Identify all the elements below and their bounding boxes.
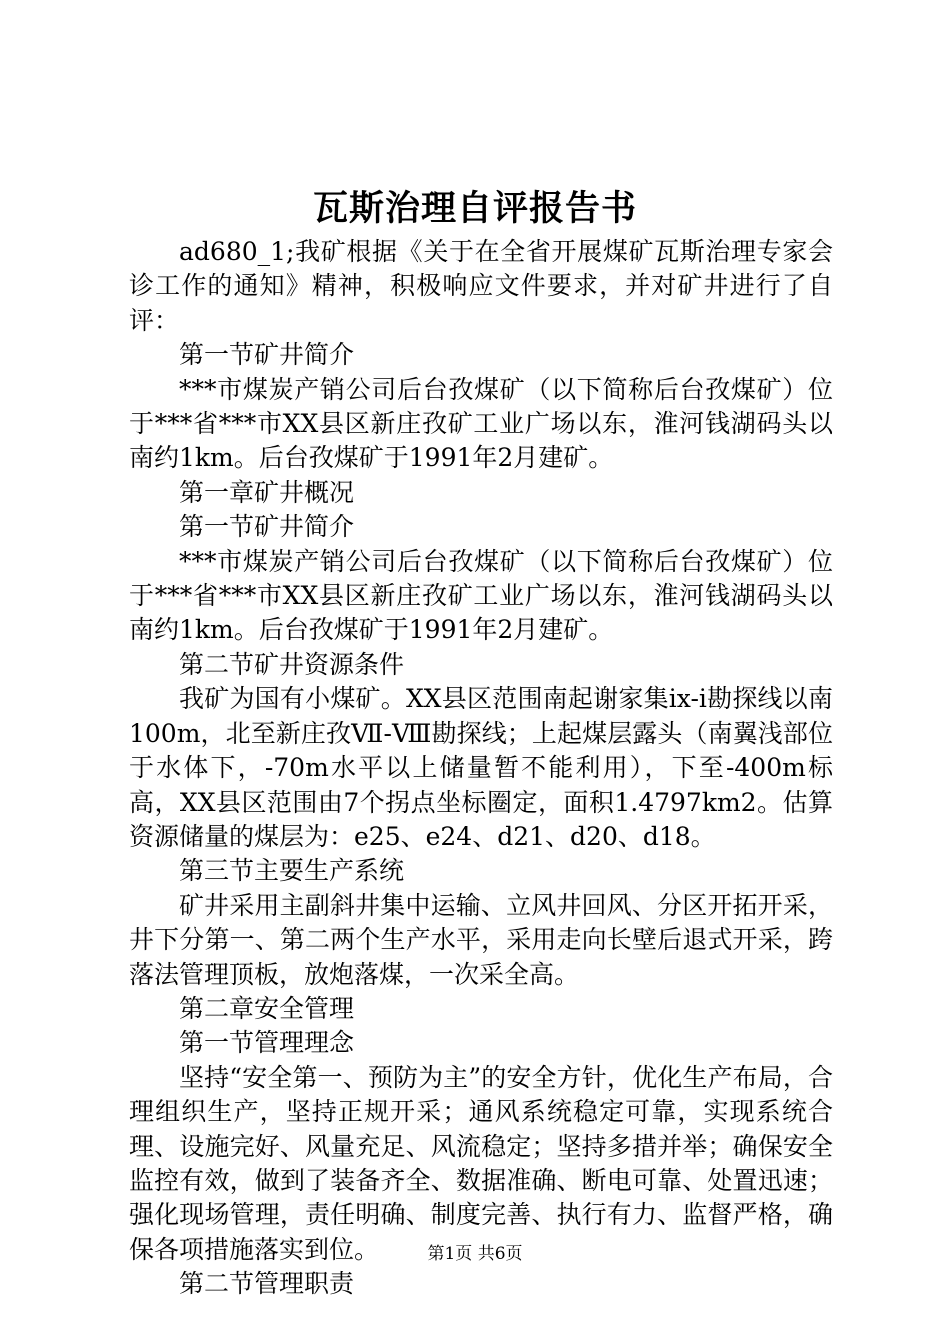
section-heading: 第二节管理职责	[179, 1269, 355, 1299]
section-heading: 第一节矿井简介	[179, 340, 355, 370]
page-footer: 第1页 共6页	[427, 1244, 523, 1264]
chapter-heading: 第二章安全管理	[179, 993, 355, 1023]
paragraph: 坚持“安全第一、预防为主”的安全方针，优化生产布局，合理组织生产，坚持正规开采；通风系统稳定可靠，实现系统合理、设施完好、风量充足、风流稳定；坚持多措并举；确保安全监控有效，做到了装备齐全、数据准确、断电可靠、处置迅速；强化现场管理，责任明确、制度完善、执行有力、监督严格，确保各项措施落实到位。	[129, 1062, 833, 1264]
paragraph: 我矿为国有小煤矿。XX县区范围南起谢家集ix-i勘探线以南100m，北至新庄孜Ⅶ-Ⅷ勘探线；上起煤层露头（南翼浅部位于水体下，-70m水平以上储量暂不能利用），下至-400m标高，XX县区范围由7个拐点坐标圈定，面积1.4797km2。估算资源储量的煤层为：e25、e24、d21、d20、d18。	[129, 684, 833, 851]
chapter-heading: 第一章矿井概况	[179, 477, 355, 507]
section-heading: 第二节矿井资源条件	[179, 649, 405, 679]
section-heading: 第一节管理理念	[179, 1028, 355, 1058]
paragraph: ***市煤炭产销公司后台孜煤矿（以下简称后台孜煤矿）位于***省***市XX县区新庄孜矿工业广场以东，淮河钱湖码头以南约1km。后台孜煤矿于1991年2月建矿。	[129, 546, 833, 645]
section-heading: 第三节主要生产系统	[179, 856, 405, 886]
paragraph: ***市煤炭产销公司后台孜煤矿（以下简称后台孜煤矿）位于***省***市XX县区新庄孜矿工业广场以东，淮河钱湖码头以南约1km。后台孜煤矿于1991年2月建矿。	[129, 374, 833, 473]
paragraph-intro: ad680_1;我矿根据《关于在全省开展煤矿瓦斯治理专家会诊工作的通知》精神，积极响应文件要求，并对矿井进行了自评：	[129, 237, 833, 335]
document-title: 瓦斯治理自评报告书	[312, 188, 637, 229]
document-body	[129, 235, 833, 1302]
section-heading: 第一节矿井简介	[179, 512, 355, 542]
paragraph: 矿井采用主副斜井集中运输、立风井回风、分区开拓开采，井下分第一、第二两个生产水平，采用走向长壁后退式开采，跨落法管理顶板，放炮落煤，一次采全高。	[129, 890, 833, 989]
